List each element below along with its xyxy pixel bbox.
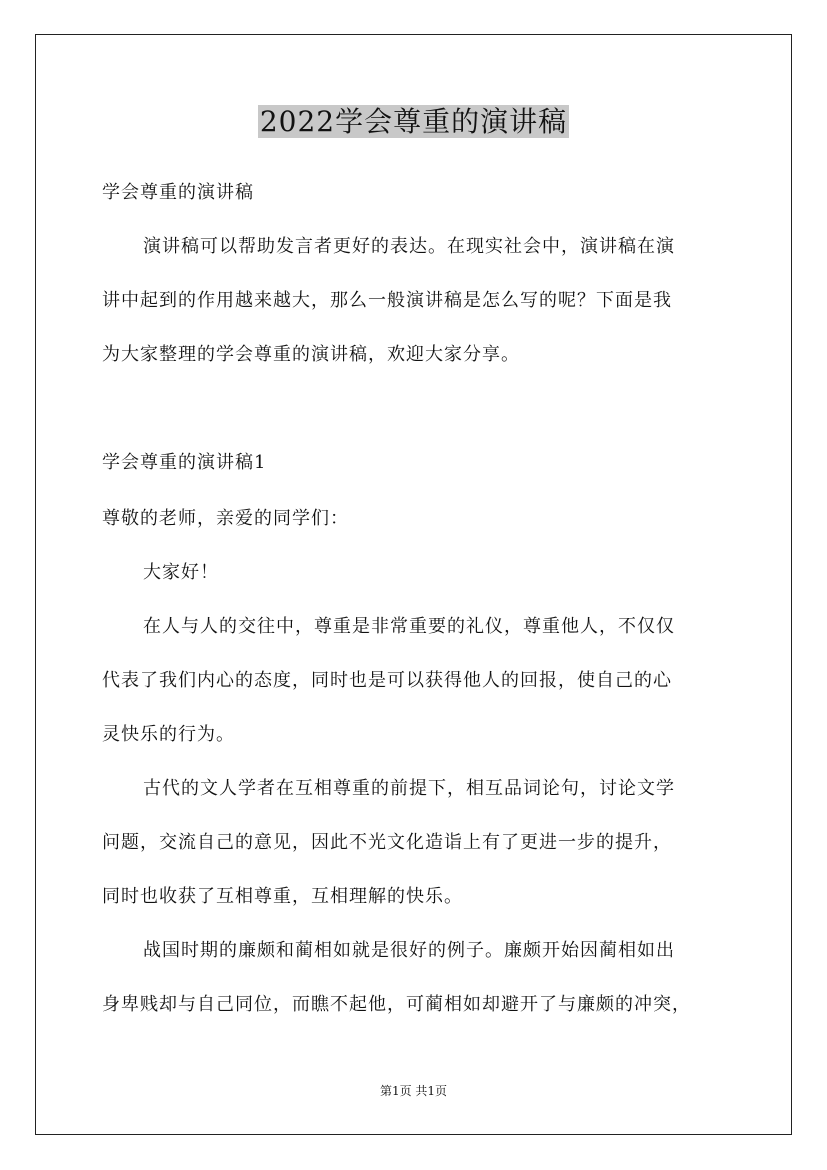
paragraph-line: 在人与人的交往中，尊重是非常重要的礼仪，尊重他人，不仅仅 (143, 616, 675, 637)
paragraph-line: 古代的文人学者在互相尊重的前提下，相互品词论句，讨论文学 (143, 778, 675, 799)
heading: 学会尊重的演讲稿 (102, 182, 254, 203)
page-footer: 第1页 共1页 (379, 1084, 448, 1098)
paragraph-line: 战国时期的廉颇和蔺相如就是很好的例子。廉颇开始因蔺相如出 (143, 940, 675, 961)
paragraph-line: 问题，交流自己的意见，因此不光文化造诣上有了更进一步的提升， (102, 832, 672, 853)
paragraph-line: 身卑贱却与自己同位，而瞧不起他，可蔺相如却避开了与廉颇的冲突， (102, 994, 691, 1015)
intro-line: 演讲稿可以帮助发言者更好的表达。在现实社会中，演讲稿在演 (143, 236, 675, 257)
intro-line: 讲中起到的作用越来越大，那么一般演讲稿是怎么写的呢？下面是我 (102, 290, 672, 311)
section-title: 学会尊重的演讲稿1 (102, 452, 267, 473)
greeting: 大家好！ (143, 562, 219, 583)
salutation: 尊敬的老师，亲爱的同学们： (102, 508, 349, 529)
document-title: 2022学会尊重的演讲稿 (259, 105, 568, 138)
intro-line: 为大家整理的学会尊重的演讲稿，欢迎大家分享。 (102, 344, 520, 365)
paragraph-line: 代表了我们内心的态度，同时也是可以获得他人的回报，使自己的心 (102, 670, 672, 691)
document-title-wrap (0, 104, 827, 140)
paragraph-line: 灵快乐的行为。 (102, 724, 235, 745)
paragraph-line: 同时也收获了互相尊重，互相理解的快乐。 (102, 886, 463, 907)
